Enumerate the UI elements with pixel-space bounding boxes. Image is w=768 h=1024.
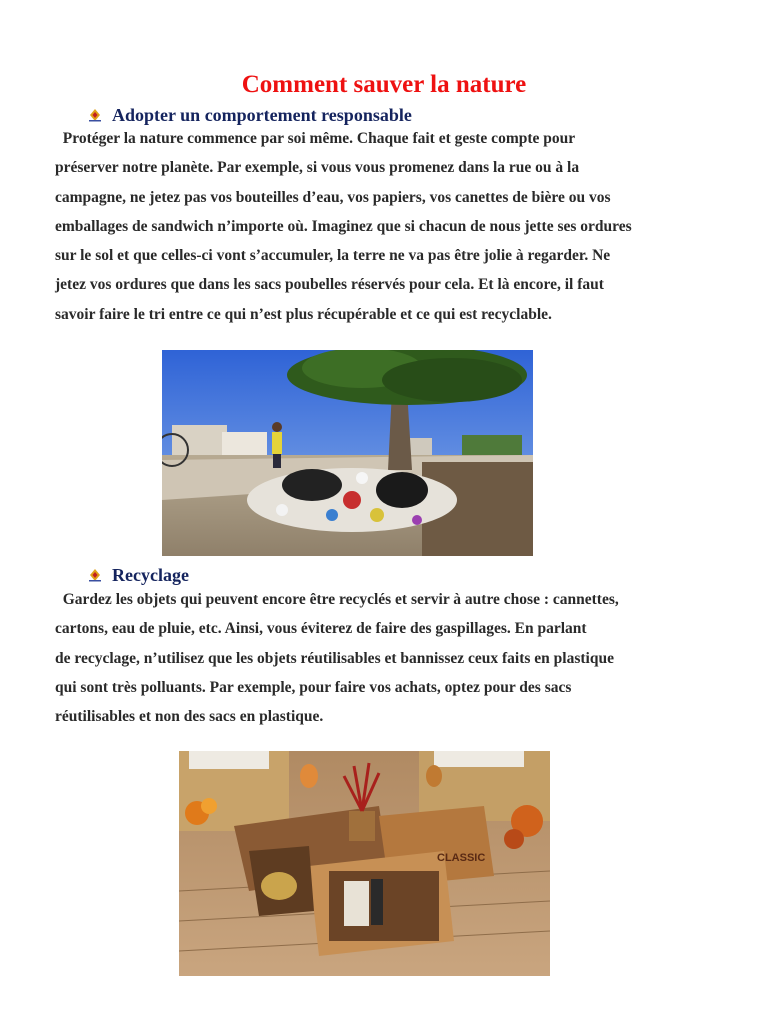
page-title: Comment sauver la nature [241, 71, 527, 98]
paragraph-line: qui sont très polluants. Par exemple, pour faire vos achats, optez pour des sacs [55, 678, 572, 696]
paragraph-line: jetez vos ordures que dans les sacs poubelles réservés pour cela. Et là encore, il faut [55, 276, 604, 294]
section-heading-label: Recyclage [112, 564, 189, 585]
crate-coffee-table-photo [179, 751, 550, 976]
crate-label: CLASSIC [437, 852, 486, 864]
paragraph-line: cartons, eau de pluie, etc. Ainsi, vous éviterez de faire des gaspillages. En parlant [55, 620, 587, 638]
paragraph-line: de recyclage, n’utilisez que les objets réutilisables et bannissez ceux faits en plastique [55, 649, 614, 667]
paragraph-line: emballages de sandwich n’importe où. Imaginez que si chacun de nous jette ses ordures [55, 217, 632, 235]
street-litter-under-tree-photo [162, 350, 533, 556]
section-paragraph-recycling [55, 585, 735, 731]
gold-diamond-bullet-icon [88, 568, 102, 582]
paragraph-line: Protéger la nature commence par soi même. Chaque fait et geste compte pour [55, 130, 576, 147]
paragraph-line: Gardez les objets qui peuvent encore être recyclés et servir à autre chose : cannettes, [55, 591, 619, 608]
section-paragraph-responsible [55, 124, 735, 329]
section-heading-recycling [88, 563, 189, 587]
paragraph-line: campagne, ne jetez pas vos bouteilles d’eau, vos papiers, vos canettes de bière ou vos [55, 188, 611, 206]
paragraph-line: sur le sol et que celles-ci vont s’accumuler, la terre ne va pas être jolie à regarder. Ne [55, 247, 611, 265]
section-heading-label: Adopter un comportement responsable [112, 104, 412, 125]
gold-diamond-bullet-icon [88, 108, 102, 122]
paragraph-line: réutilisables et non des sacs en plastique. [55, 708, 324, 726]
paragraph-line: savoir faire le tri entre ce qui n’est plus récupérable et ce qui est recyclable. [55, 305, 552, 323]
paragraph-line: préserver notre planète. Par exemple, si vous vous promenez dans la rue ou à la [55, 159, 580, 177]
